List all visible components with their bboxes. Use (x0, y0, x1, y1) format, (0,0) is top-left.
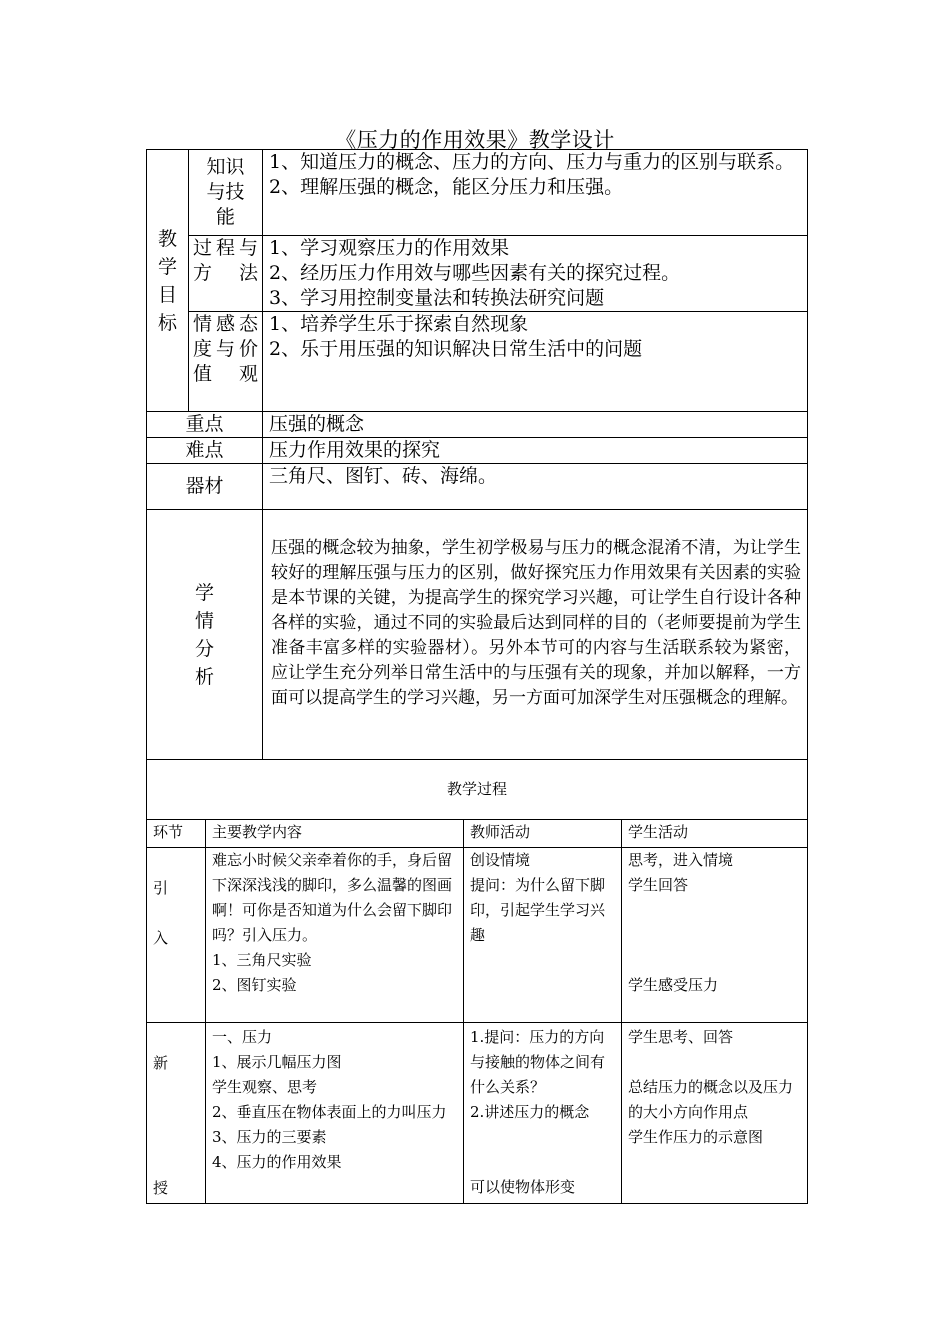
process-table (146, 819, 808, 1204)
objective-sub-label: 情感态度与价值观 (193, 313, 258, 385)
teacher-line: 可以使物体形变 (470, 1178, 576, 1196)
equipment-value: 三角尺、图钉、砖、海绵。 (263, 464, 808, 510)
content-line: 4、压力的作用效果 (212, 1153, 342, 1171)
student-line: 总结压力的概念以及压力的大小方向作用点 (628, 1078, 794, 1121)
content-line: 2、图钉实验 (212, 976, 297, 994)
student-cell (622, 848, 808, 1023)
objective-content-cell (263, 312, 808, 412)
stage-char: 新 (153, 1054, 169, 1072)
process-heading: 教学过程 (147, 760, 808, 820)
column-header: 环节 (147, 820, 206, 848)
objective-content-cell (263, 236, 808, 312)
objectives-label: 教学目标 (157, 227, 177, 334)
objective-line: 1、学习观察压力的作用效果 (269, 237, 510, 259)
content-line: 一、压力 (212, 1028, 273, 1046)
stage-cell (147, 848, 206, 1023)
column-header: 主要教学内容 (206, 820, 464, 848)
student-line: 学生感受压力 (628, 976, 719, 994)
content-line: 学生观察、思考 (212, 1078, 318, 1096)
teacher-line: 提问：为什么留下脚印，引起学生学习兴趣 (470, 876, 606, 944)
content-cell (206, 848, 464, 1023)
analysis-text: 压强的概念较为抽象，学生初学极易与压力的概念混淆不清，为让学生较好的理解压强与压力的区别，做好探究压力作用效果有关因素的实验是本节课的关键，为提高学生的探究学习兴趣，可让学生自行设计各种各样的实验，通过不同的实验最后达到同样的目的（老师要提前为学生准备丰富多样的实验器材）。另外本节可的内容与生活联系较为紧密，应让学生充分列举日常生活中的与压强有关的现象，并加以解释，一方面可以提高学生的学习兴趣，另一方面可加深学生对压强概念的理解。 (263, 510, 808, 760)
stage-char: 授 (153, 1179, 169, 1197)
content-line: 3、压力的三要素 (212, 1128, 327, 1146)
student-line: 学生思考、回答 (628, 1028, 734, 1046)
student-cell (622, 1023, 808, 1204)
teacher-cell (464, 848, 622, 1023)
student-line: 学生回答 (628, 876, 689, 894)
content-line: 2、垂直压在物体表面上的力叫压力 (212, 1103, 447, 1121)
objective-line: 2、经历压力作用效与哪些因素有关的探究过程。 (269, 262, 681, 284)
objective-line: 2、理解压强的概念，能区分压力和压强。 (269, 176, 624, 198)
objective-sub-label: 知识与技能 (206, 156, 245, 228)
analysis-label-cell (147, 510, 263, 760)
column-header: 学生活动 (622, 820, 808, 848)
stage-cell (147, 1023, 206, 1204)
objective-sub-label: 过程与方法 (193, 237, 258, 284)
objective-sub-cell (189, 150, 263, 236)
teacher-line: 2.讲述压力的概念 (470, 1103, 590, 1121)
equipment-label: 器材 (147, 464, 263, 510)
stage-char: 引 (153, 879, 169, 897)
student-line: 思考，进入情境 (628, 851, 734, 869)
content-cell (206, 1023, 464, 1204)
difficulty-label: 难点 (147, 438, 263, 464)
teacher-cell (464, 1023, 622, 1204)
document-title: 《压力的作用效果》教学设计 (335, 128, 615, 152)
objective-line: 1、知道压力的概念、压力的方向、压力与重力的区别与联系。 (269, 151, 795, 173)
student-line: 学生作压力的示意图 (628, 1128, 764, 1146)
teacher-line: 1.提问：压力的方向与接触的物体之间有什么关系？ (470, 1028, 606, 1096)
objective-line: 3、学习用控制变量法和转换法研究问题 (269, 287, 605, 309)
column-header: 教师活动 (464, 820, 622, 848)
teacher-line: 创设情境 (470, 851, 531, 869)
stage-char: 入 (153, 929, 169, 947)
objective-content-cell (263, 150, 808, 236)
objective-sub-cell (189, 312, 263, 412)
objectives-label-cell (147, 150, 189, 412)
objective-line: 1、培养学生乐于探索自然现象 (269, 313, 529, 335)
difficulty-value: 压力作用效果的探究 (263, 438, 808, 464)
objective-sub-cell (189, 236, 263, 312)
key-point-label: 重点 (147, 412, 263, 438)
lesson-design-table (146, 149, 808, 820)
objective-line: 2、乐于用压强的知识解决日常生活中的问题 (269, 338, 643, 360)
content-line: 1、展示几幅压力图 (212, 1053, 342, 1071)
key-point-value: 压强的概念 (263, 412, 808, 438)
content-line: 难忘小时候父亲牵着你的手，身后留下深深浅浅的脚印，多么温馨的图画啊！可你是否知道为什么会留下脚印吗？引入压力。 (212, 851, 453, 944)
content-line: 1、三角尺实验 (212, 951, 312, 969)
analysis-label: 学情分析 (194, 581, 214, 688)
